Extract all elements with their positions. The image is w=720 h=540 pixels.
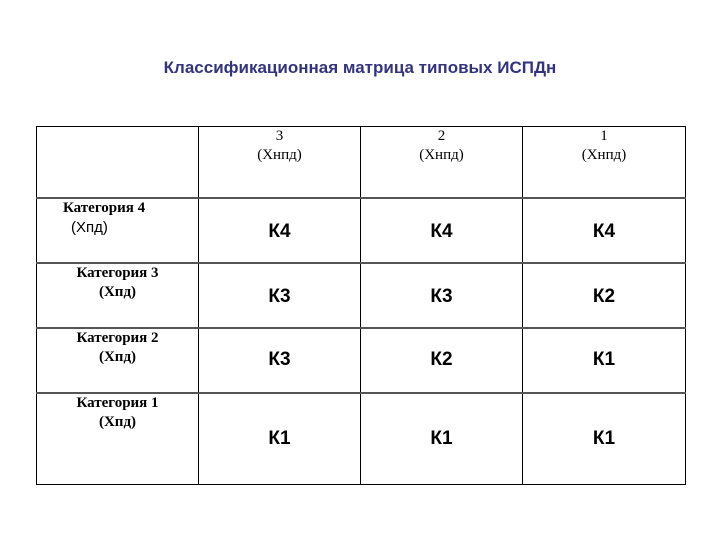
table-row xyxy=(37,328,686,393)
cell-value: К2 xyxy=(592,286,616,307)
table-row xyxy=(37,198,686,263)
header-row xyxy=(37,127,686,199)
table-row xyxy=(37,393,686,485)
cell-value: К4 xyxy=(430,221,453,242)
matrix-cell xyxy=(523,263,686,328)
row-label: (Xпд) xyxy=(98,414,137,430)
cell-value: К3 xyxy=(268,349,291,370)
column-header xyxy=(361,127,523,199)
cell-value: К2 xyxy=(430,349,453,370)
row-header xyxy=(37,328,199,393)
matrix-cell xyxy=(361,198,523,263)
column-label: (Xнпд) xyxy=(419,147,464,163)
table-row xyxy=(37,263,686,328)
row-label: (Xпд) xyxy=(98,349,137,365)
row-category: Категория 2 xyxy=(76,330,159,346)
matrix-cell xyxy=(199,198,361,263)
row-category: Категория 1 xyxy=(76,395,159,411)
row-category: Категория 4 xyxy=(63,200,146,216)
matrix-cell xyxy=(199,263,361,328)
cell-value: К1 xyxy=(592,349,616,370)
matrix-cell xyxy=(361,393,523,485)
cell-value: К4 xyxy=(592,221,616,242)
matrix-cell xyxy=(361,263,523,328)
row-header xyxy=(37,393,199,485)
row-category: Категория 3 xyxy=(76,265,159,281)
column-number: 3 xyxy=(275,128,284,144)
column-label: (Xнпд) xyxy=(581,147,627,163)
corner-cell xyxy=(37,127,199,199)
slide-title: Классификационная матрица типовых ИСПДн xyxy=(163,58,557,77)
row-header xyxy=(37,198,199,263)
matrix-cell xyxy=(523,328,686,393)
row-header xyxy=(37,263,199,328)
cell-value: К1 xyxy=(430,428,453,449)
cell-value: К3 xyxy=(430,286,453,307)
matrix-cell xyxy=(199,393,361,485)
row-label: (Xпд) xyxy=(98,284,137,300)
matrix-cell xyxy=(523,198,686,263)
column-number: 2 xyxy=(437,128,446,144)
cell-value: К3 xyxy=(268,286,291,307)
matrix-cell xyxy=(361,328,523,393)
classification-matrix xyxy=(36,126,686,485)
column-header xyxy=(199,127,361,199)
cell-value: К4 xyxy=(268,221,291,242)
column-number: 1 xyxy=(600,128,608,144)
cell-value: К1 xyxy=(268,428,291,449)
matrix-cell xyxy=(199,328,361,393)
row-label: (Xпд) xyxy=(71,219,108,236)
cell-value: К1 xyxy=(592,428,616,449)
column-header xyxy=(523,127,686,199)
matrix-cell xyxy=(523,393,686,485)
column-label: (Xнпд) xyxy=(257,147,302,163)
